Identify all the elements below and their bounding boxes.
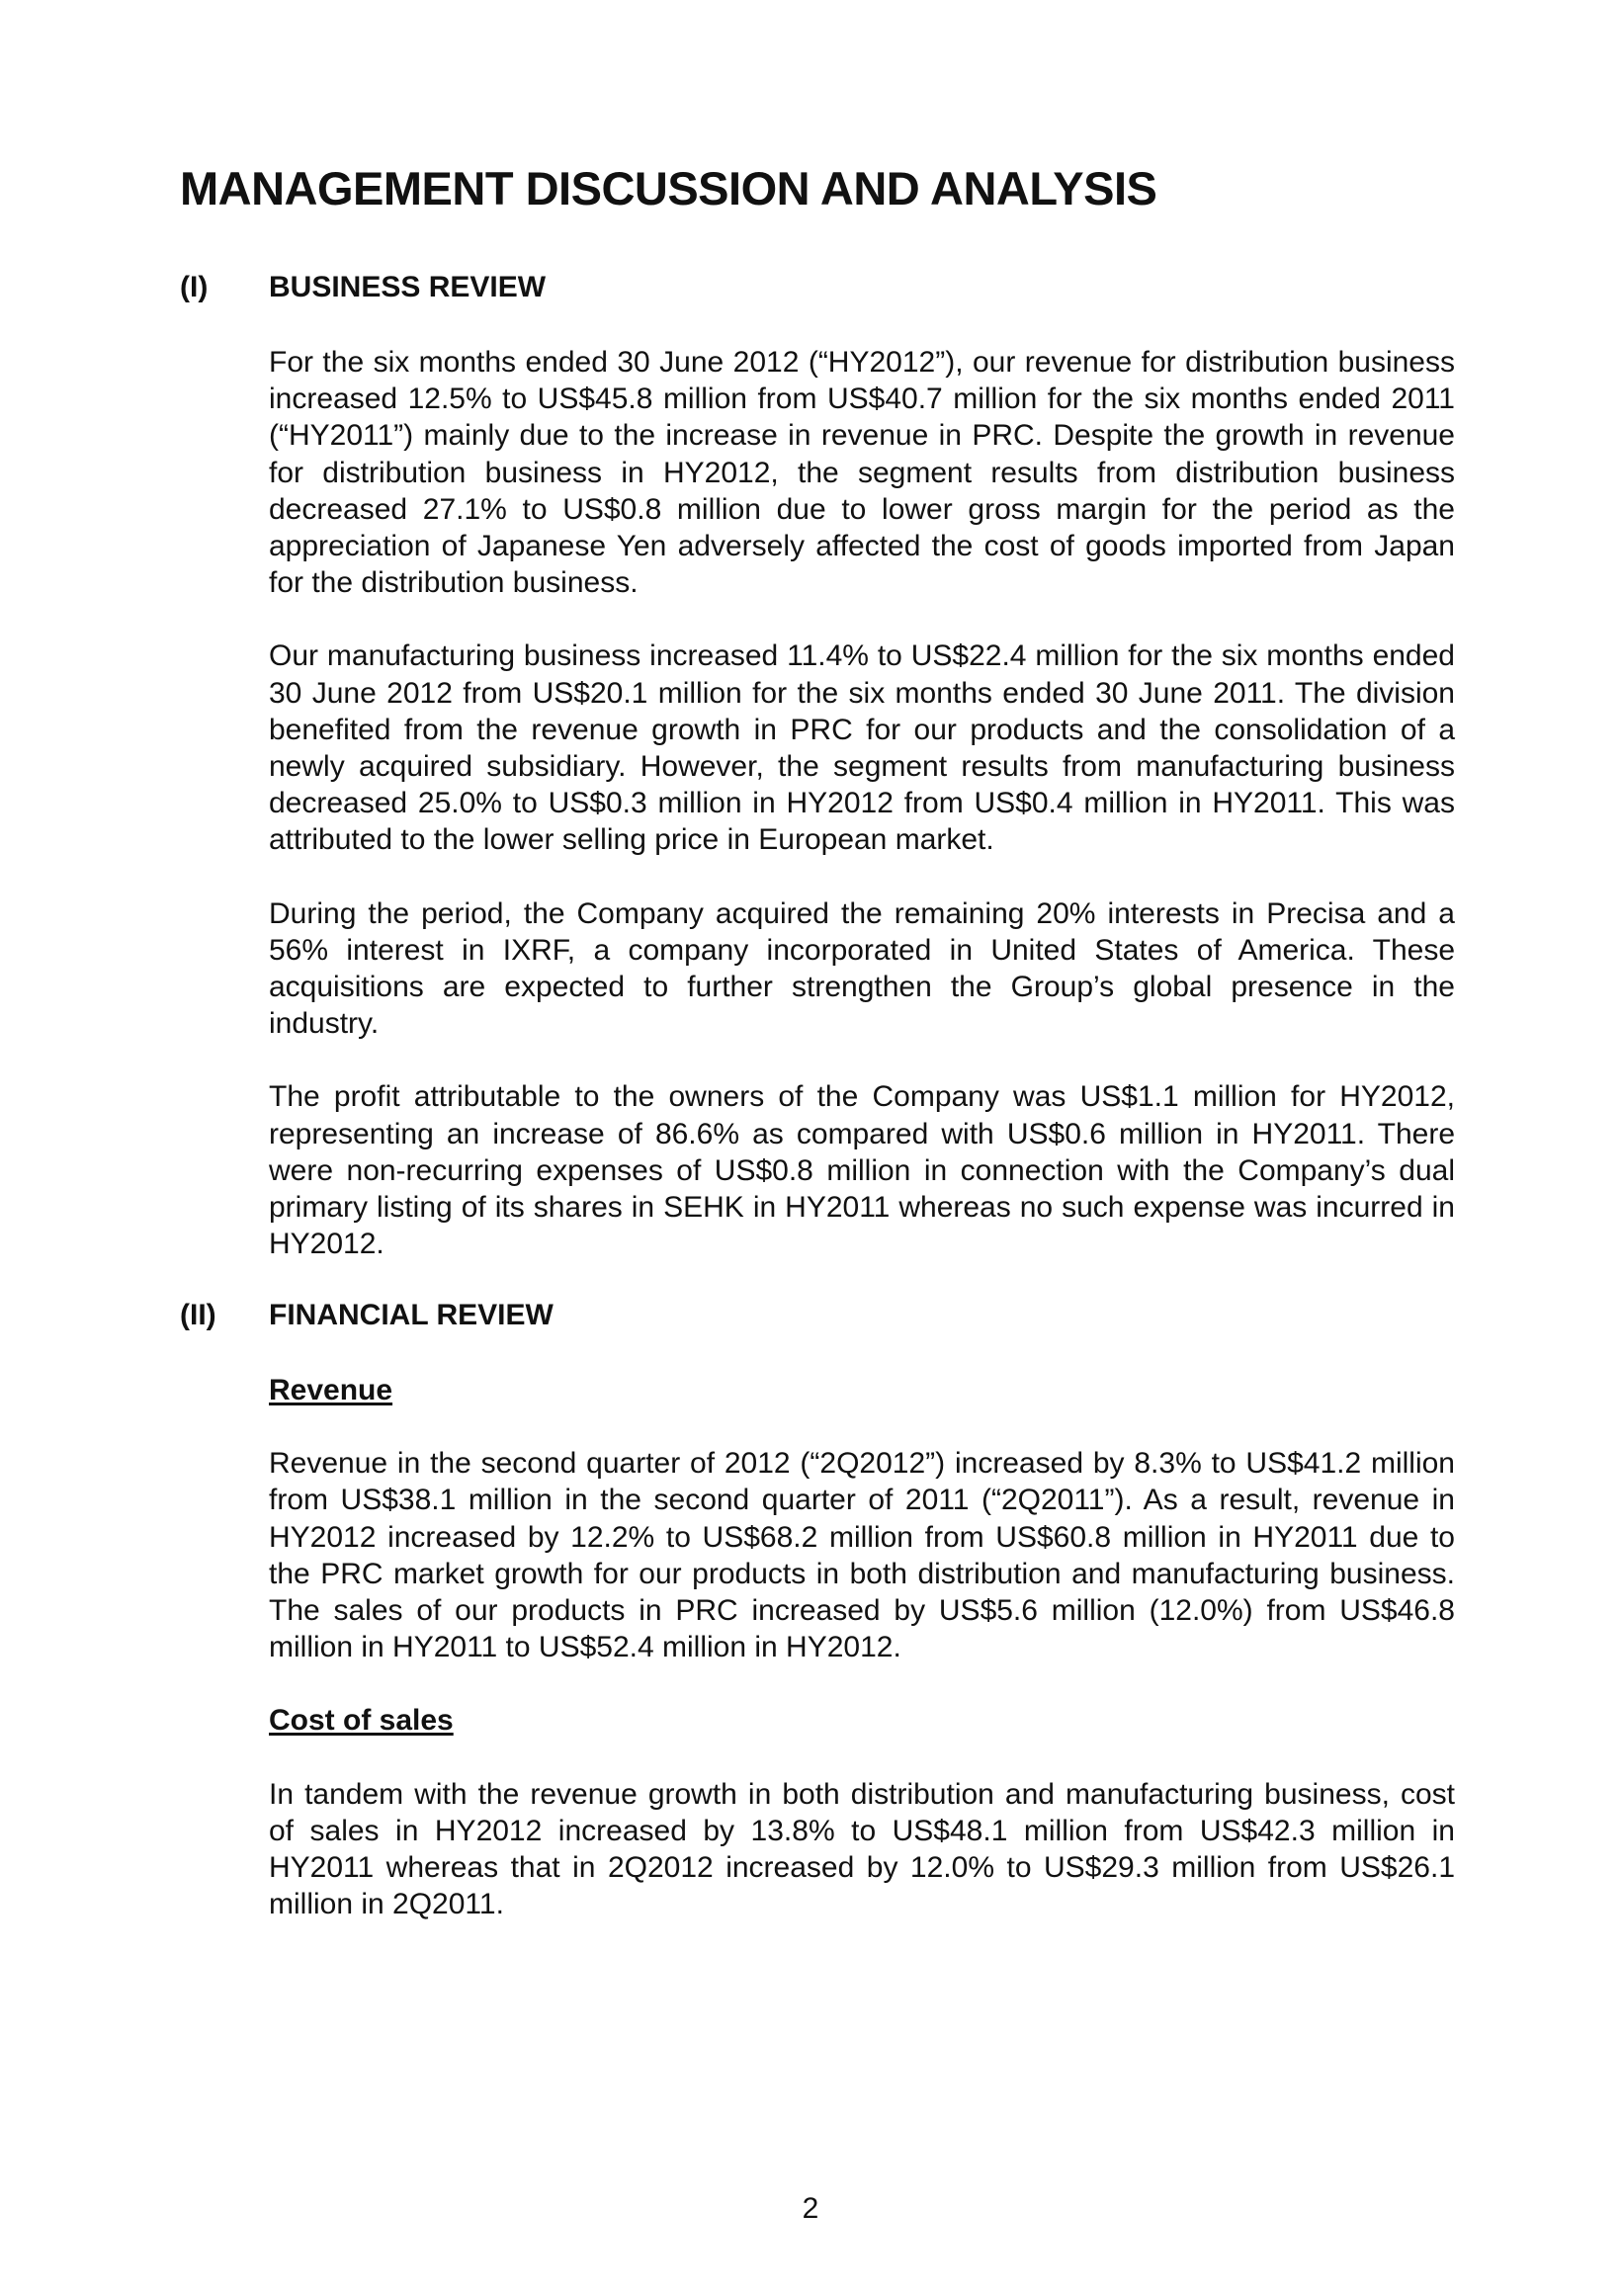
paragraph: Revenue in the second quarter of 2012 (“2Q2012”) increased by 8.3% to US$41.2 million from US$38.1 million in the second quarter of 2011 (“2Q2011”). As a result, revenue in HY2012 increased by 12.2% to US$68.2 million from US$60.8 million in HY2011 due to the PRC market growth for our products in both distribution and manufacturing business. The sales of our products in PRC increased by US$5.6 million (12.0%) from US$46.8 million in HY2011 to US$52.4 million in HY2012.	[269, 1447, 1455, 1664]
paragraph: Our manufacturing business increased 11.4% to US$22.4 million for the six months ended 30 June 2012 from US$20.1 million for the six months ended 30 June 2011. The division benefited from the revenue growth in PRC for our products and the consolidation of a newly acquired subsidiary. However, the segment results from manufacturing business decreased 25.0% to US$0.3 million in HY2012 from US$0.4 million in HY2011. This was attributed to the lower selling price in European market.	[269, 639, 1455, 857]
subsection-title-revenue: Revenue	[269, 1374, 393, 1406]
page-title: MANAGEMENT DISCUSSION AND ANALYSIS	[180, 162, 1157, 214]
section-title: BUSINESS REVIEW	[269, 271, 547, 303]
section-title: FINANCIAL REVIEW	[269, 1299, 554, 1331]
section-body	[269, 1372, 1455, 1922]
paragraph: During the period, the Company acquired the remaining 20% interests in Precisa and a 56% interest in IXRF, a company incorporated in United States of America. These acquisitions are expected to further strengthen the Group’s global presence in the industry.	[269, 896, 1455, 1041]
section-heading	[180, 1299, 1455, 1338]
section-body	[269, 344, 1455, 1262]
paragraph: For the six months ended 30 June 2012 (“HY2012”), our revenue for distribution business increased 12.5% to US$45.8 million from US$40.7 million for the six months ended 2011 (“HY2011”) mainly due to the increase in revenue in PRC. Despite the growth in revenue for distribution business in HY2012, the segment results from distribution business decreased 27.1% to US$0.8 million due to lower gross margin for the period as the appreciation of Japanese Yen adversely affected the cost of goods imported from Japan for the distribution business.	[269, 346, 1455, 600]
subsection-title-cost-of-sales: Cost of sales	[269, 1704, 454, 1738]
paragraph: The profit attributable to the owners of the Company was US$1.1 million for HY2012, representing an increase of 86.6% as compared with US$0.6 million in HY2011. There were non-recurring expenses of US$0.8 million in connection with the Company’s dual primary listing of its shares in SEHK in HY2011 whereas no such expense was incurred in HY2012.	[269, 1080, 1455, 1261]
section-heading	[180, 271, 1455, 310]
page-number: 2	[802, 2192, 819, 2225]
section-financial-review	[180, 1299, 1455, 1922]
section-business-review	[180, 271, 1455, 1262]
section-number: (II)	[180, 1299, 216, 1331]
paragraph: In tandem with the revenue growth in both distribution and manufacturing business, cost of sales in HY2012 increased by 13.8% to US$48.1 million from US$42.3 million in HY2011 whereas that in 2Q2012 increased by 12.0% to US$29.3 million from US$26.1 million in 2Q2011.	[269, 1777, 1455, 1921]
section-number: (I)	[180, 271, 209, 303]
